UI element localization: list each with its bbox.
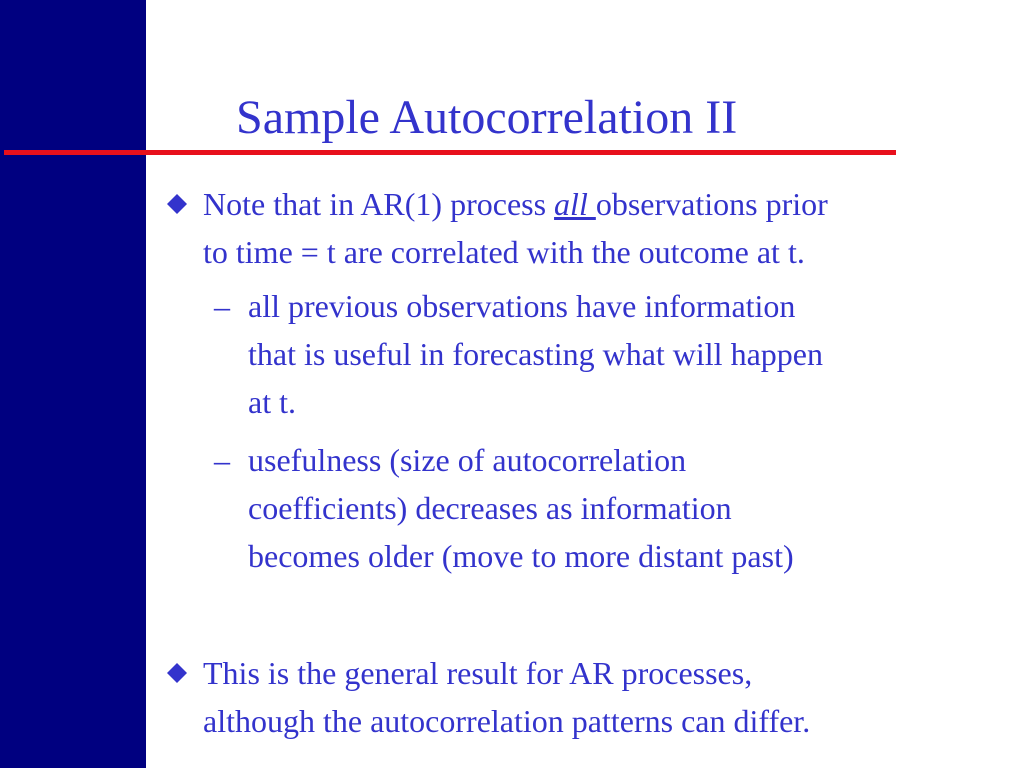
sub-item-2-dash: –: [214, 442, 230, 478]
bullet-1-line-2: to time = t are correlated with the outcome at t.: [203, 234, 805, 270]
sub-item-2-line-2: coefficients) decreases as information: [248, 490, 732, 526]
bullet-item-2: [203, 649, 810, 745]
bullet-1-text-a: Note that in AR(1) process: [203, 186, 555, 222]
bullet-2-line-2: although the autocorrelation patterns can differ.: [203, 703, 811, 739]
sub-item-1-line-2: that is useful in forecasting what will happen: [248, 336, 823, 372]
diamond-bullet-icon: [166, 193, 188, 215]
sub-item-2: [248, 436, 794, 580]
sub-item-1-line-1: all previous observations have information: [248, 288, 796, 324]
sub-item-1: [248, 282, 823, 426]
slide-title: Sample Autocorrelation II: [236, 91, 738, 144]
bullet-1-emphasis: all: [554, 186, 596, 222]
sub-item-2-line-1: usefulness (size of autocorrelation: [248, 442, 687, 478]
bullet-2-line-1: This is the general result for AR processes,: [203, 655, 753, 691]
diamond-bullet-icon: [166, 662, 188, 684]
bullet-1-line-1: [203, 180, 828, 228]
bullet-1-text-b: observations prior: [595, 186, 828, 222]
sidebar-band: [0, 0, 146, 768]
sub-item-1-line-3: at t.: [248, 384, 296, 420]
sub-item-2-line-3: becomes older (move to more distant past): [248, 538, 794, 574]
bullet-item-1: [203, 180, 828, 276]
sub-item-1-dash: –: [214, 288, 230, 324]
title-underline: [4, 150, 896, 155]
